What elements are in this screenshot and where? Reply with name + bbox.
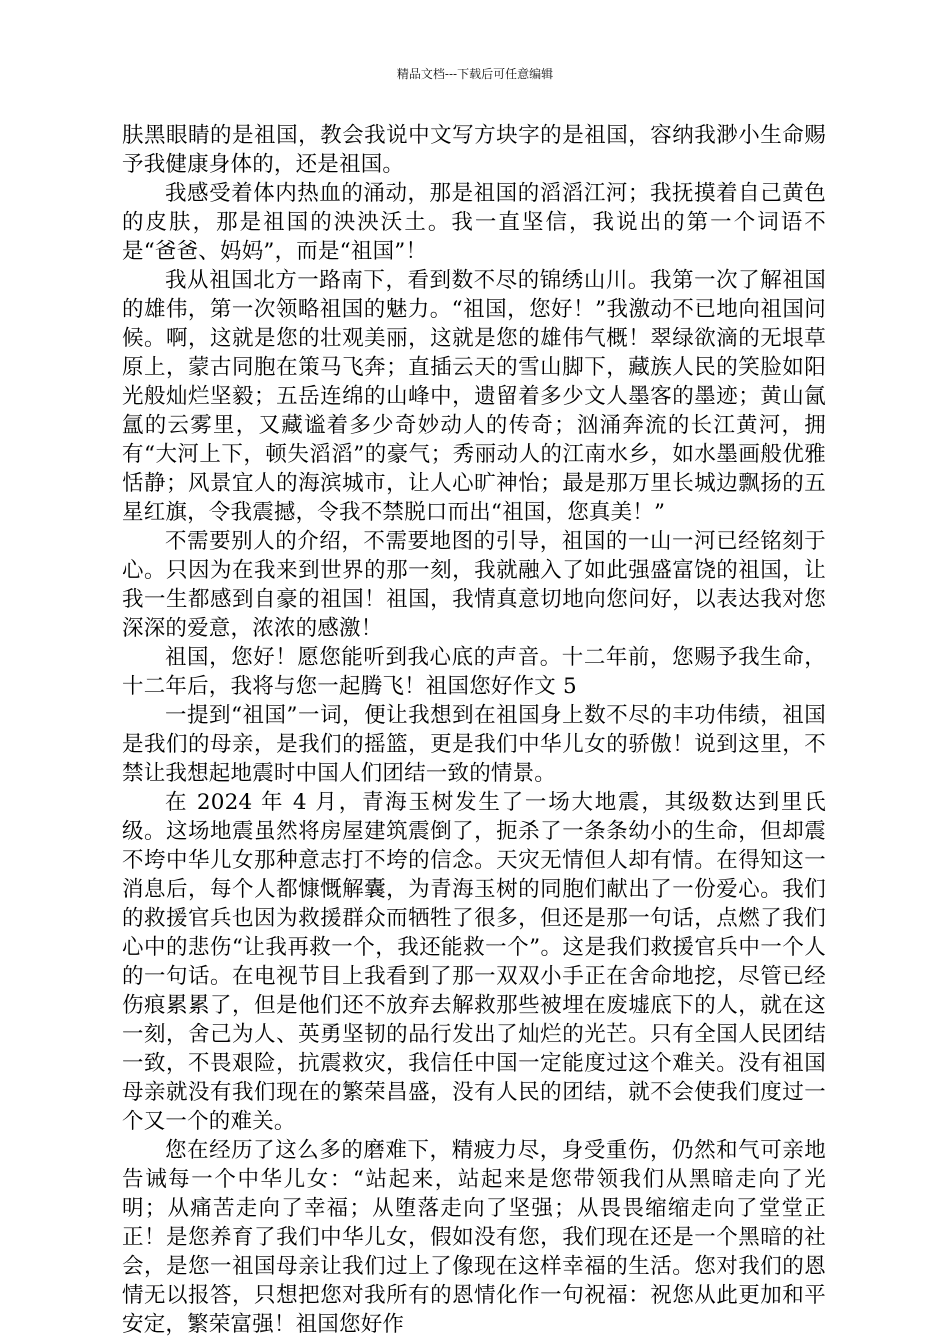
paragraph: 不需要别人的介绍，不需要地图的引导，祖国的一山一河已经铭刻于心。只因为在我来到世界的那一刻，我就融入了如此强盛富饶的祖国，让我一生都感到自豪的祖国！祖国，我情真意切地向您问好，以表达我对您深深的爱意，浓浓的感激！	[122, 529, 826, 641]
paragraph: 我感受着体内热血的涌动，那是祖国的滔滔江河；我抚摸着自己黄色的皮肤，那是祖国的泱泱沃土。我一直坚信，我说出的第一个词语不是“爸爸、妈妈”，而是“祖国”！	[122, 181, 826, 264]
document-body	[122, 121, 826, 1339]
paragraph: 您在经历了这么多的磨难下，精疲力尽，身受重伤，仍然和气可亲地告诫每一个中华儿女：“站起来，站起来是您带领我们从黑暗走向了光明；从痛苦走向了幸福；从堕落走向了坚强；从畏畏缩缩走向了堂堂正正！是您养育了我们中华儿女，假如没有您，我们现在还是一个黑暗的社会，是您一祖国母亲让我们过上了像现在这样幸福的生活。您对我们的恩情无以报答，只想把您对我所有的恩情化作一句祝福：祝您从此更加和平安定，繁荣富强！祖国您好作	[122, 1138, 826, 1337]
paragraph: 在 2024 年 4 月，青海玉树发生了一场大地震，其级数达到里氏级。这场地震虽然将房屋建筑震倒了，扼杀了一条条幼小的生命，但却震不垮中华儿女那种意志打不垮的信念。天灾无情但人却有情。在得知这一消息后，每个人都慷慨解囊，为青海玉树的同胞们献出了一份爱心。我们的救援官兵也因为救援群众而牺牲了很多，但还是那一句话，点燃了我们心中的悲伤“让我再救一个，我还能救一个”。这是我们救援官兵中一个人的一句话。在电视节目上我看到了那一双双小手正在舍命地挖，尽管已经伤痕累累了，但是他们还不放弃去解救那些被埋在废墟底下的人，就在这一刻，舍己为人、英勇坚韧的品行发出了灿烂的光芒。只有全国人民团结一致，不畏艰险，抗震救灾，我信任中国一定能度过这个难关。没有祖国母亲就没有我们现在的繁荣昌盛，没有人民的团结，就不会使我们度过一个又一个的难关。	[122, 790, 826, 1134]
paragraph: 我从祖国北方一路南下，看到数不尽的锦绣山川。我第一次了解祖国的雄伟，第一次领略祖国的魅力。“祖国，您好！”我激动不已地向祖国问候。啊，这就是您的壮观美丽，这就是您的雄伟气概！翠绿欲滴的无垠草原上，蒙古同胞在策马飞奔；直插云天的雪山脚下，藏族人民的笑脸如阳光般灿烂坚毅；五岳连绵的山峰中，遗留着多少文人墨客的墨迹；黄山氤氲的云雾里，又藏谧着多少奇妙动人的传奇；汹涌奔流的长江黄河，拥有“大河上下，顿失滔滔”的豪气；秀丽动人的江南水乡，如水墨画般优雅恬静；风景宜人的海滨城市，让人心旷神怡；最是那万里长城边飘扬的五星红旗，令我震撼，令我不禁脱口而出“祖国，您真美！”	[122, 268, 826, 525]
paragraph: 一提到“祖国”一词，便让我想到在祖国身上数不尽的丰功伟绩，祖国是我们的母亲，是我们的摇篮，更是我们中华儿女的骄傲！说到这里，不禁让我想起地震时中国人们团结一致的情景。	[122, 703, 826, 786]
page-header: 精品文档---下载后可任意编辑	[396, 67, 554, 81]
paragraph: 祖国，您好！愿您能听到我心底的声音。十二年前，您赐予我生命，十二年后，我将与您一起腾飞！祖国您好作文 5	[122, 645, 826, 699]
paragraph: 肤黑眼睛的是祖国，教会我说中文写方块字的是祖国，容纳我渺小生命赐予我健康身体的，还是祖国。	[122, 123, 826, 177]
